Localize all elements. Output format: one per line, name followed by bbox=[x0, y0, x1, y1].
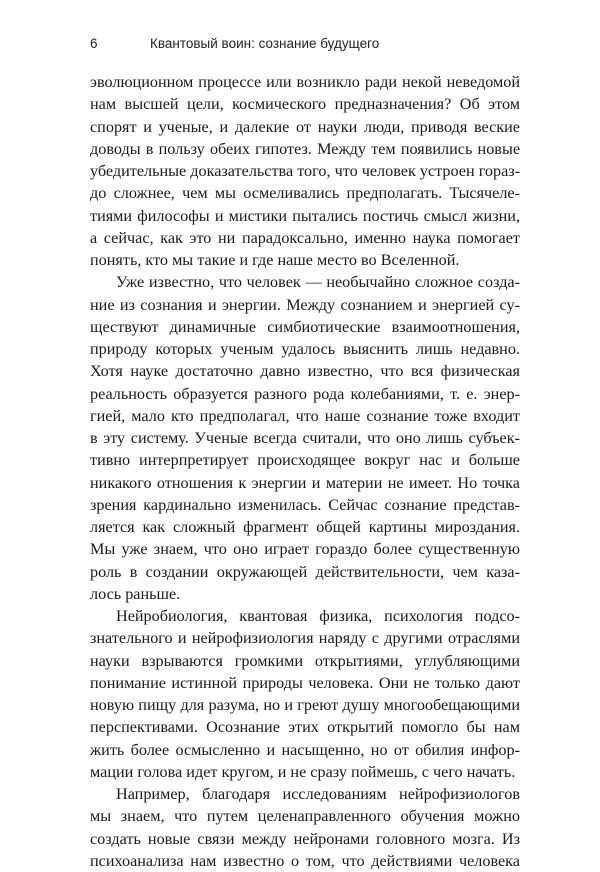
text-line: Например, благодаря исследованиям нейрофизиологов bbox=[116, 785, 520, 803]
text-line: ние из сознания и энергии. Между сознанием и энергией су- bbox=[90, 295, 520, 314]
text-line: создать новые связи между нейронами головного мозга. Из bbox=[90, 829, 520, 848]
paragraph-2 bbox=[90, 271, 520, 605]
text-line: природу которых ученым удалось выяснить лишь недавно. bbox=[90, 340, 520, 358]
text-line: тивно интерпретирует происходящее вокруг нас и больше bbox=[90, 451, 520, 470]
text-line: перспективами. Осознание этих открытий помогло бы нам bbox=[90, 718, 520, 737]
text-line: ляется как сложный фрагмент общей картины мироздания. bbox=[90, 518, 520, 536]
body-text bbox=[90, 71, 520, 872]
text-line: тиями философы и мистики пытались постичь смысл жизни, bbox=[90, 206, 520, 225]
paragraph-1 bbox=[90, 71, 520, 271]
text-line: до сложнее, чем мы осмеливались предполагать. Тысячеле- bbox=[90, 184, 520, 203]
text-line: знательного и нейрофизиология наряду с другими отраслями bbox=[90, 629, 520, 648]
text-line: Уже известно, что человек — необычайно сложное созда- bbox=[116, 273, 520, 292]
text-line: лось раньше. bbox=[90, 584, 181, 603]
text-line: зрения кардинально изменилась. Сейчас сознание представ- bbox=[90, 495, 520, 514]
text-line: понять, кто мы такие и где наше место во Вселенной. bbox=[90, 251, 460, 269]
paragraph-3 bbox=[90, 605, 520, 783]
text-line: науки взрываются громкими открытиями, углубляющими bbox=[90, 651, 520, 670]
text-line: а сейчас, как это ни парадоксально, именно наука помогает bbox=[90, 228, 520, 247]
paragraph-4 bbox=[90, 783, 520, 872]
text-line: роль в создании окружающей действительности, чем каза- bbox=[90, 562, 520, 581]
text-line: новую пищу для разума, но и греют душу многообещающими bbox=[90, 696, 520, 714]
text-line: мы знаем, что путем целенаправленного обучения можно bbox=[90, 807, 520, 826]
text-line: мации голова идет кругом, и не сразу поймешь, с чего начать. bbox=[90, 762, 516, 781]
text-line: Нейробиология, квантовая физика, психология подсо- bbox=[116, 607, 520, 625]
text-line: гией, мало кто предполагал, что наше сознание тоже входит bbox=[90, 406, 520, 425]
text-line: реальность образуется разного рода колебаниями, т. е. энер- bbox=[90, 384, 520, 403]
running-title: Квантовый воин: сознание будущего bbox=[150, 36, 380, 51]
text-line: ществуют динамичные симбиотические взаимоотношения, bbox=[90, 317, 520, 336]
text-line: Мы уже знаем, что оно играет гораздо более существенную bbox=[90, 540, 520, 559]
text-line: нам высшей цели, космического предназначения? Об этом bbox=[90, 95, 520, 114]
text-line: никакого отношения к энергии и материи не имеет. Но точка bbox=[90, 473, 520, 492]
text-line: спорят и ученые, и далекие от науки люди, приводя веские bbox=[90, 117, 520, 136]
text-line: жить более осмысленно и насыщенно, но от обилия инфор- bbox=[90, 740, 520, 759]
page-header bbox=[90, 36, 520, 58]
page-number: 6 bbox=[90, 36, 98, 51]
text-line: доводы в пользу обеих гипотез. Между тем появились новые bbox=[90, 139, 520, 158]
text-line: в эту систему. Ученые всегда считали, что оно лишь субъек- bbox=[90, 429, 520, 447]
text-line: эволюционном процессе или возникло ради некой неведомой bbox=[90, 73, 520, 91]
text-line: психоанализа нам известно о том, что действиями человека bbox=[90, 851, 520, 870]
text-line: убедительные доказательства того, что человек устроен гораз- bbox=[90, 162, 520, 180]
text-line: Хотя науке достаточно давно известно, что вся физическая bbox=[90, 362, 520, 381]
text-line: понимание истинной природы человека. Они не только дают bbox=[90, 673, 520, 692]
